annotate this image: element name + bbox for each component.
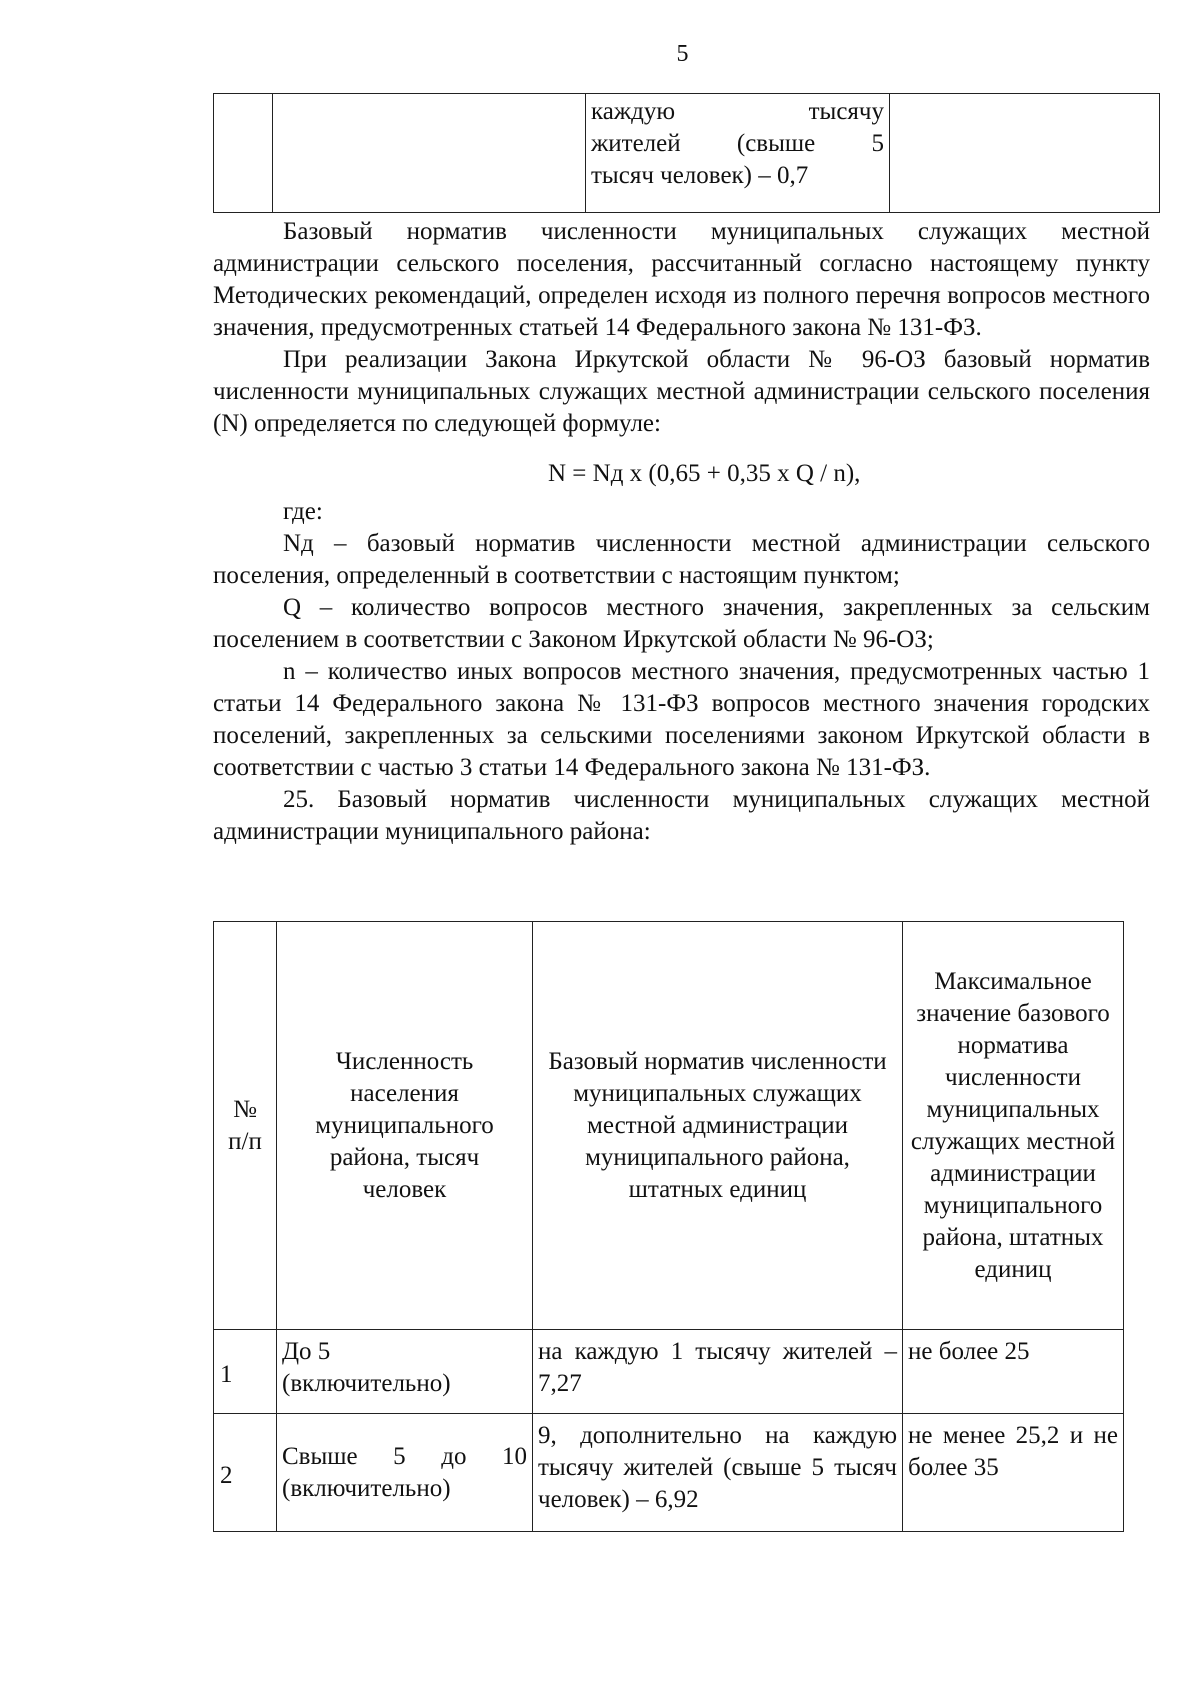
table-row — [214, 1414, 1124, 1532]
table-header-row — [214, 922, 1124, 1330]
norm-table — [213, 921, 1124, 1532]
body-text — [213, 216, 1150, 848]
row-base-norm: 9, дополнительно на каждую тысячу жителей (свыше 5 тысяч человек) – 6,92 — [533, 1414, 903, 1532]
table-row — [214, 1330, 1124, 1414]
where-label: где: — [283, 498, 323, 525]
header-base-norm: Базовый норматив численности муниципальных служащих местной администрации муниципального района, штатных единиц — [533, 922, 903, 1330]
cell-line: тысяч человек) – 0,7 — [591, 162, 809, 189]
paragraph-formula-intro: При реализации Закона Иркутской области № 96-ОЗ базовый норматив численности муниципальных служащих местной администрации сельского поселения (N) определяется по следующей формуле: — [213, 346, 1150, 437]
table-cell-population — [273, 94, 586, 213]
formula: N = Nд x (0,65 + 0,35 x Q / n), — [548, 460, 861, 487]
row-num: 1 — [214, 1330, 277, 1414]
definition-q: Q – количество вопросов местного значения, закрепленных за сельским поселением в соответствии с Законом Иркутской области № 96-ОЗ; — [213, 594, 1150, 653]
table-row — [214, 94, 1160, 213]
cell-line: каждую тысячу — [591, 98, 884, 125]
table-cell-base-norm — [586, 94, 890, 213]
table-cell-num — [214, 94, 273, 213]
row-max-value: не более 25 — [903, 1330, 1124, 1414]
header-num: № п/п — [214, 922, 277, 1330]
paragraph-base-norm: Базовый норматив численности муниципальных служащих местной администрации сельского поселения, рассчитанный согласно настоящему пункту Методических рекомендаций, определен исходя из полного перечня вопросов местного значения, предусмотренных статьей 14 Федерального закона № 131-ФЗ. — [213, 218, 1150, 341]
row-population: Свыше 5 до 10 (включительно) — [277, 1414, 533, 1532]
page-number: 5 — [676, 41, 689, 67]
paragraph-item-25: 25. Базовый норматив численности муниципальных служащих местной администрации муниципального района: — [213, 786, 1150, 845]
definition-n: n – количество иных вопросов местного значения, предусмотренных частью 1 статьи 14 Федерального закона № 131-ФЗ вопросов местного значения городских поселений, закрепленных за сельскими поселениями законом Иркутской области в соответствии с частью 3 статьи 14 Федерального закона № 131-ФЗ. — [213, 658, 1150, 781]
row-num: 2 — [214, 1414, 277, 1532]
row-population: До 5 (включительно) — [277, 1330, 533, 1414]
table-cell-max-value — [890, 94, 1160, 213]
row-max-value: не менее 25,2 и не более 35 — [903, 1414, 1124, 1532]
definition-nd: Nд – базовый норматив численности местной администрации сельского поселения, определенный в соответствии с настоящим пунктом; — [213, 530, 1150, 589]
continuation-table — [213, 93, 1160, 213]
header-population: Численность населения муниципального района, тысяч человек — [277, 922, 533, 1330]
header-max-value: Максимальное значение базового норматива численности муниципальных служащих местной администрации муниципального района, штатных единиц — [903, 922, 1124, 1330]
row-base-norm: на каждую 1 тысячу жителей – 7,27 — [533, 1330, 903, 1414]
cell-line: жителей (свыше 5 — [591, 130, 884, 157]
